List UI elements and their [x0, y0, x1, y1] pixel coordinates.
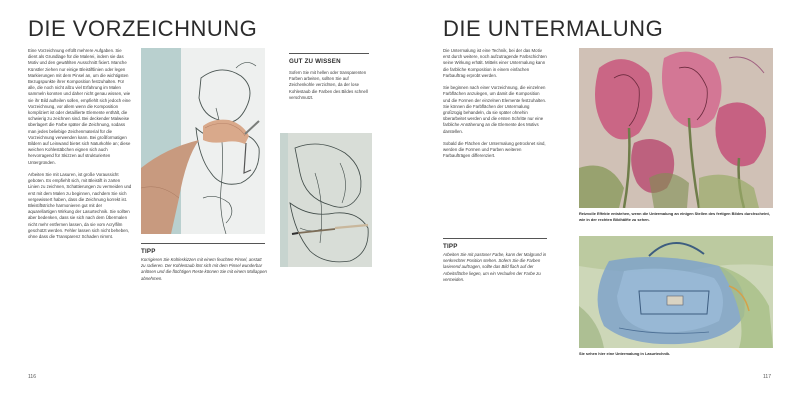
right-paragraph: Sobald die Flächen der Untermalung getrocknet sind, werden die Formen und Farben weiteren Farbaufträgen differenziert. [443, 141, 546, 159]
right-page-title: DIE UNTERMALUNG [443, 16, 664, 41]
photo-flower-painting [579, 48, 773, 208]
left-paragraph: Eine Vorzeichnung erfüllt mehrere Aufgaben. Sie dient als Grundlage für die Malerei, indem sie das Motiv und den gewählten Ausschnitt fixiert. Manche Künstler ziehen nur einige Bleistiftlinien oder legen Markierungen mit dem Pinsel an, um die wichtigsten Bezugspunkte ihrer Komposition festzuhalten. Für alle, die noch nicht allzu viel Erfahrung im Malen sammeln konnten und daher nicht genau wissen, wie sie ihr Bild aufteilen sollen, empfiehlt sich jedoch eine Vorzeichnung, vor allem wenn die Komposition kompliziert ist oder detaillierte Elemente enthält, die schwierig zu zeichnen sind. Bei deckender Malweise überlagert die Farbe später die Zeichnung, sodass man jedes beliebige Zeichenmaterial für die Vorzeichnung verwenden kann. Bei großformatigen Bildern auf Leinwand bietet sich Naturkohle an; diese weichen Kohlestäbchen eignen sich auch hervorragend für Skizzen auf strukturierten Untergründen. [28, 48, 131, 165]
flower-caption: Reizvolle Effekte entstehen, wenn die Untermalung an einigen Stellen des fertigen Bildes durchscheint, wie in der rechten Bildhälfte zu sehen. [579, 211, 770, 222]
right-tip-title: TIPP [443, 243, 458, 250]
infobox-text: Sofern Sie mit hellen oder transparenten Farben arbeiten, sollten Sie auf Zeichenkohle verzichten, da der lose Kohlestaub die Farben des Bildes schnell verschmutzt. [289, 70, 368, 100]
hand-drawing-illustration [141, 48, 265, 234]
infobox-title: GUT ZU WISSEN [289, 58, 341, 65]
right-paragraph: Die Untermalung ist eine Technik, bei der das Motiv erst durch weitere, noch aufzutragende Farbschichten seine Wirkung erhält. Mittels einer Untermalung kann die farbliche Komposition in einem einfachen Farbauftrag erprobt werden. [443, 48, 547, 78]
right-tip-text: Arbeiten Sie mit pastoser Farbe, kann der Malgrund in senkrechter Position stehen. Sofern Sie die Farben lasierend auftragen, sollte das Bild flach auf der Arbeitsfläche liegen, um ein Verlaufen der Farbe zu vermeiden. [443, 252, 547, 282]
flower-painting-illustration [579, 48, 773, 208]
left-tip-title: TIPP [141, 248, 156, 255]
bag-painting-illustration [579, 236, 773, 348]
left-page-number: 116 [28, 374, 36, 380]
bag-caption: Sie sehen hier eine Untermalung in Lasurtechnik. [579, 351, 671, 356]
left-body-text [28, 48, 132, 240]
right-paragraph: Sie beginnen nach einer Vorzeichnung, die einzelnen Farbflächen anzulegen, um damit die Komposition und die Formen der einzelnen Elemente festzuhalten. Sie können die Farbflächen der Untermalung großzügig behandeln, da sie später ohnehin überarbeitet werden und die ersten Schritte nur eine farbliche Annäherung an die Elemente des Motivs darstellen. [443, 85, 547, 134]
photo-hand-drawing [141, 48, 265, 234]
left-paragraph: Arbeiten Sie mit Lasuren, ist große Voraussicht geboten. Es empfiehlt sich, mit Bleistift in zarten Linien zu zeichnen, Schattierungen zu vermeiden und erst mit dem Malen zu beginnen, nachdem Sie sich vergewissert haben, dass die Zeichnung korrekt ist. Bleistiftstriche harmonieren gut mit der aquarellartigen Wirkung der Lasurtechnik. Sie sollten aber bedenken, dass sie sich nach dem Übermalen nicht mehr entfernen lassen, da sie vom Acrylfilm geschützt werden. Fehler lassen sich nicht beheben, ohne dass die Transparenz Schaden nimmt. [28, 172, 132, 240]
left-tip-text: Korrigieren Sie Kohleskizzen mit einem feuchten Pinsel, anstatt zu radieren. Der Kohlestaub löst sich mit dem Pinsel wunderbar anlösen und die flüchtigen Reste können Sie mit einem Mallappen abnehmen. [141, 257, 267, 281]
infobox-rule [289, 53, 369, 54]
right-tip-rule [443, 238, 547, 239]
left-tip-rule [141, 243, 265, 244]
brush-sketch-illustration [280, 133, 372, 267]
photo-brush-sketch [280, 133, 372, 267]
right-body-text [443, 48, 547, 160]
photo-bag-painting [579, 236, 773, 348]
left-page-title: DIE VORZEICHNUNG [28, 16, 258, 41]
right-page-number: 117 [763, 374, 771, 380]
